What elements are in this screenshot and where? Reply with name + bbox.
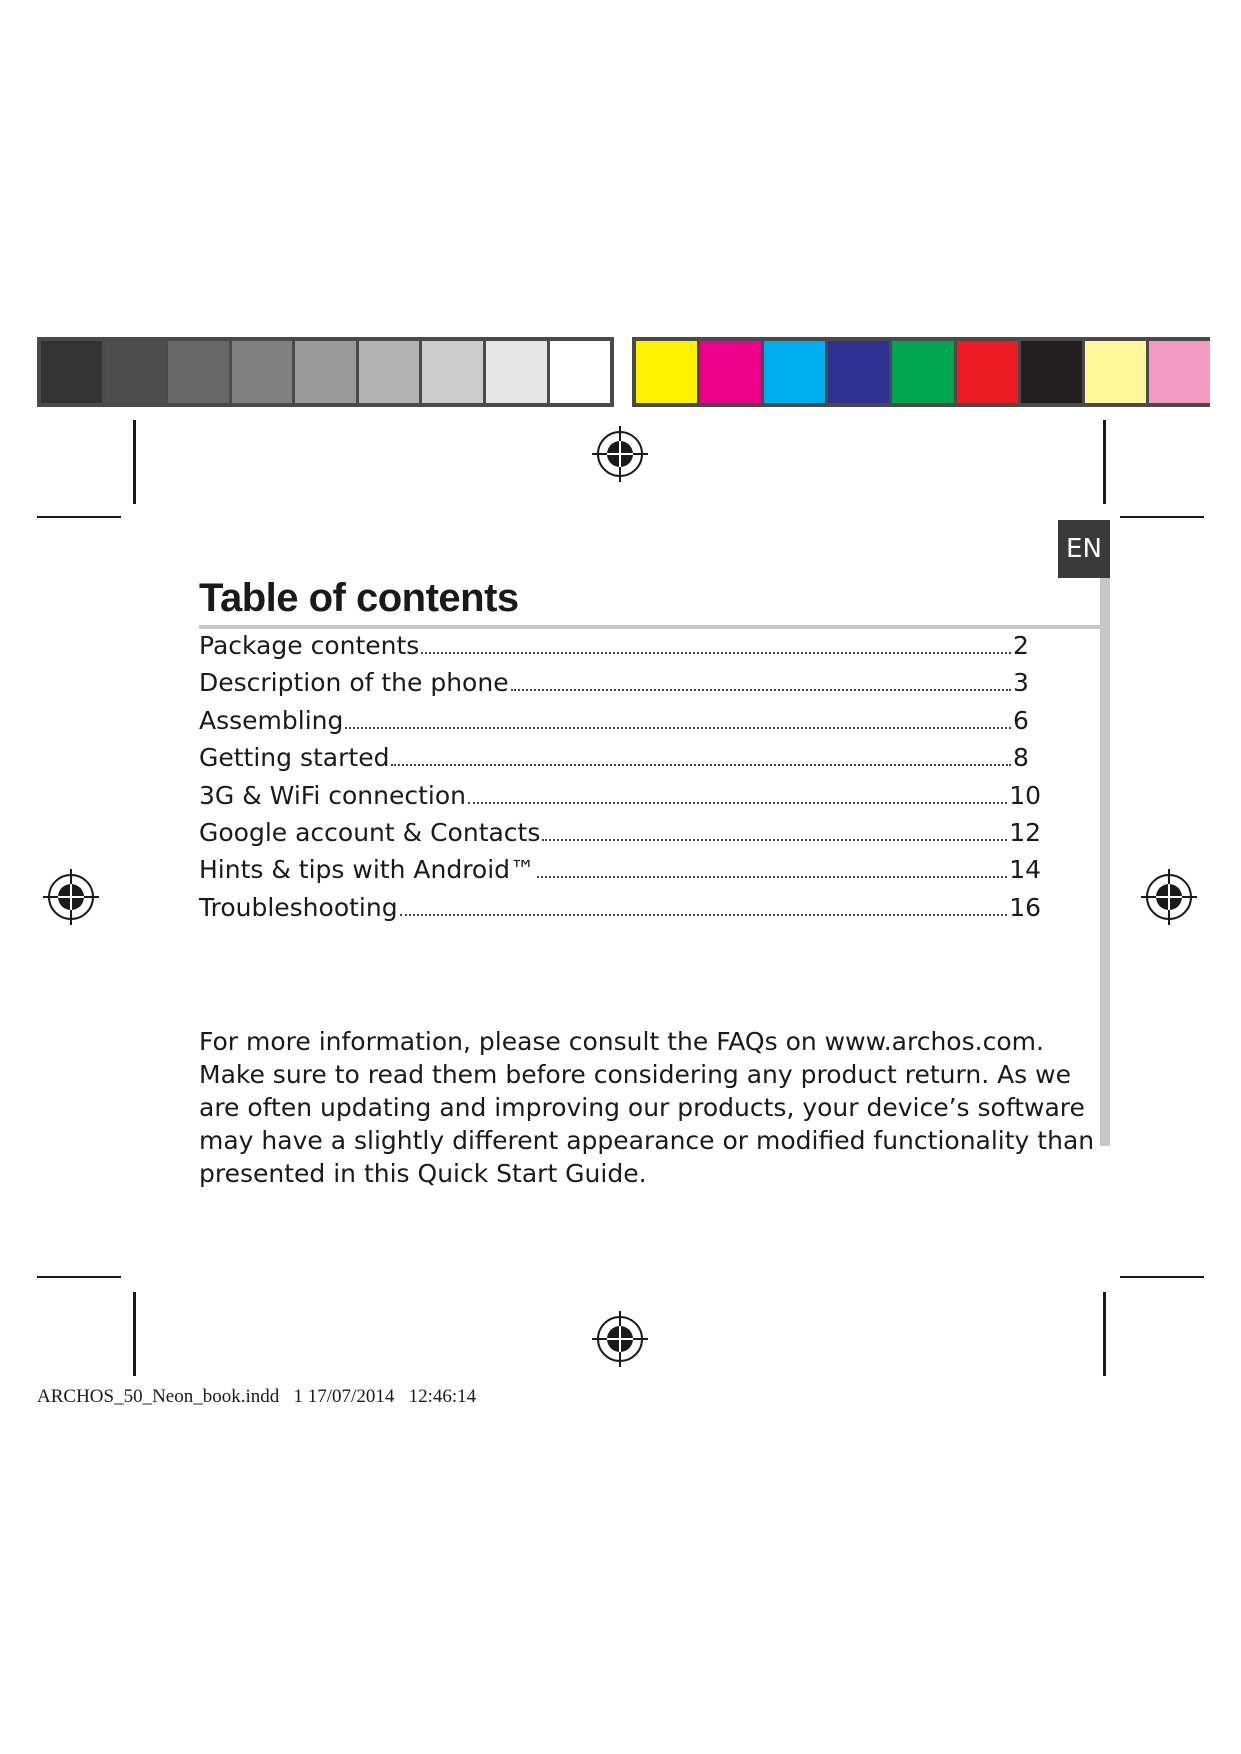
toc-entry-label: Hints & tips with Android™ — [199, 855, 536, 885]
gray-swatch — [359, 341, 423, 403]
registration-mark-icon — [592, 426, 648, 482]
color-swatch — [892, 341, 956, 403]
toc-entry — [199, 889, 1041, 926]
toc-entry-label: Google account & Contacts — [199, 817, 541, 847]
registration-mark-icon — [592, 1311, 648, 1367]
info-paragraph — [199, 1025, 1095, 1190]
crop-mark-top-left-horizontal — [37, 516, 121, 518]
toc-leader-dots — [400, 914, 1008, 916]
color-swatch — [1021, 341, 1085, 403]
toc-leader-dots — [511, 689, 1011, 691]
print-slug: ARCHOS_50_Neon_book.indd 1 17/07/2014 12:46:14 — [37, 1386, 477, 1407]
toc-entry-page: 16 — [1009, 892, 1041, 922]
color-swatch — [828, 341, 892, 403]
toc-entry-label: Getting started — [199, 743, 390, 773]
toc-entry — [199, 627, 1041, 664]
grayscale-calibration-bar — [37, 337, 614, 407]
table-of-contents — [199, 627, 1041, 926]
info-line: presented in this Quick Start Guide. — [199, 1159, 647, 1188]
toc-entry-page: 14 — [1009, 855, 1041, 885]
gray-swatch — [105, 341, 169, 403]
registration-mark-icon — [43, 869, 99, 925]
toc-entry — [199, 777, 1041, 814]
toc-entry-page: 6 — [1013, 705, 1029, 735]
gray-swatch — [486, 341, 550, 403]
crop-mark-top-right-horizontal — [1120, 516, 1204, 518]
toc-entry-label: 3G & WiFi connection — [199, 780, 466, 810]
toc-entry-label: Assembling — [199, 705, 344, 735]
color-swatch — [1085, 341, 1149, 403]
toc-entry-label: Description of the phone — [199, 668, 509, 698]
gray-swatch — [422, 341, 486, 403]
crop-mark-bottom-left-vertical — [133, 1292, 136, 1376]
color-swatch — [764, 341, 828, 403]
registration-mark-icon — [1141, 869, 1197, 925]
gray-swatch — [41, 341, 105, 403]
toc-leader-dots — [468, 802, 1007, 804]
crop-mark-bottom-right-horizontal — [1120, 1276, 1204, 1278]
gray-swatch — [550, 341, 611, 403]
color-swatch — [636, 341, 700, 403]
color-swatch — [957, 341, 1021, 403]
side-rule — [1100, 578, 1110, 1146]
toc-entry — [199, 702, 1041, 739]
toc-entry-page: 10 — [1009, 780, 1041, 810]
info-line: may have a slightly different appearance or modified functionality than — [199, 1126, 1095, 1155]
gray-swatch — [232, 341, 296, 403]
crop-mark-top-left-vertical — [133, 420, 136, 504]
toc-entry — [199, 814, 1041, 851]
info-line: are often updating and improving our products, your device’s software — [199, 1093, 1085, 1122]
info-line: Make sure to read them before considering any product return. As we — [199, 1060, 1071, 1089]
toc-leader-dots — [391, 764, 1011, 766]
toc-leader-dots — [537, 876, 1007, 878]
crop-mark-bottom-left-horizontal — [37, 1276, 121, 1278]
toc-entry-label: Package contents — [199, 631, 420, 660]
info-line: For more information, please consult the FAQs on www.archos.com. — [199, 1027, 1044, 1056]
crop-mark-top-right-vertical — [1103, 420, 1106, 504]
toc-leader-dots — [345, 727, 1011, 729]
toc-leader-dots — [421, 652, 1011, 654]
crop-mark-bottom-right-vertical — [1103, 1292, 1106, 1376]
toc-entry-page: 8 — [1013, 743, 1029, 773]
toc-leader-dots — [542, 839, 1007, 841]
toc-entry-page: 12 — [1009, 817, 1041, 847]
color-calibration-bar — [632, 337, 1210, 407]
color-swatch — [1149, 341, 1210, 403]
toc-entry-page: 3 — [1013, 668, 1029, 698]
toc-entry-page: 2 — [1013, 631, 1029, 660]
toc-entry — [199, 739, 1041, 776]
gray-swatch — [295, 341, 359, 403]
toc-entry — [199, 664, 1041, 701]
gray-swatch — [168, 341, 232, 403]
toc-entry — [199, 851, 1041, 888]
language-tab: EN — [1058, 520, 1110, 578]
color-swatch — [700, 341, 764, 403]
toc-entry-label: Troubleshooting — [199, 892, 398, 922]
page-title: Table of contents — [199, 576, 519, 620]
